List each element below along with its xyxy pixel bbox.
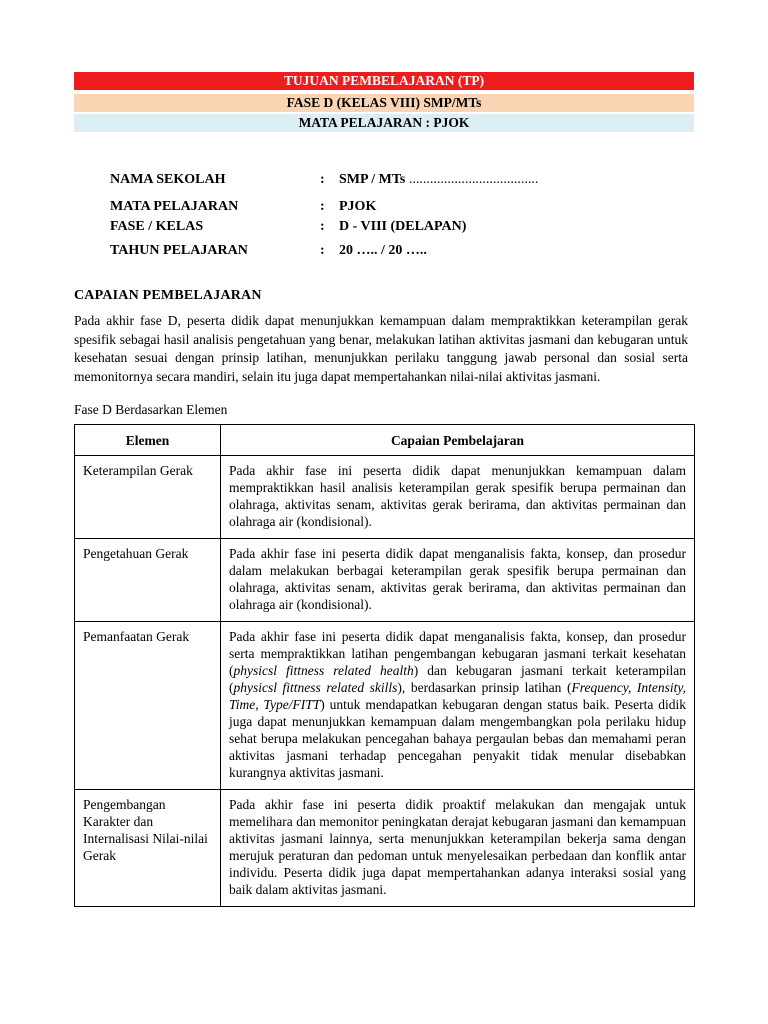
- info-separator: :: [320, 172, 325, 187]
- capaian-text-part: physicsl fittness related health: [233, 663, 414, 678]
- fase-banner: FASE D (KELAS VIII) SMP/MTs: [74, 94, 694, 112]
- elemen-cell: Pemanfaatan Gerak: [75, 622, 221, 790]
- mapel-banner: MATA PELAJARAN : PJOK: [74, 114, 694, 132]
- capaian-cell: Pada akhir fase ini peserta didik proaktif melakukan dan mengajak untuk memelihara dan memonitor peningkatan derajat kebugaran jasmani dan kemampuan aktivitas jasmani lainnya, serta menunjukkan keterampilan bekerja sama dengan merujuk peraturan dan pedoman untuk menyelesaikan perbedaan dan konflik antar individu. Peserta didik juga dapat mempertahankan adanya interaksi sosial yang baik dalam aktivitas jasmani.: [221, 790, 695, 907]
- capaian-text-part: ) untuk mendapatkan kebugaran dengan status baik. Peserta didik juga dapat menunjukkan kemampuan dalam mengembangkan pola perilaku hidup sehat berupa melakukan pencegahan bahaya pergaulan bebas dan memahami peran aktivitas jasmani terhadap pencegahan penyakit tidak menular disebabkan kurangnya aktivitas jasmani.: [229, 697, 686, 780]
- info-separator: :: [320, 219, 325, 234]
- info-value: PJOK: [339, 199, 377, 214]
- info-value: SMP / MTs .....................................: [339, 172, 539, 187]
- header-capaian: Capaian Pembelajaran: [221, 425, 695, 456]
- capaian-heading: CAPAIAN PEMBELAJARAN: [74, 288, 262, 303]
- capaian-text-part: physicsl fittness related skills: [233, 680, 398, 695]
- table-header-row: [75, 425, 695, 456]
- info-label: TAHUN PELAJARAN: [110, 243, 248, 258]
- info-value: 20 ….. / 20 …..: [339, 243, 427, 258]
- table-row: [75, 622, 695, 790]
- capaian-cell: Pada akhir fase ini peserta didik dapat menunjukkan kemampuan dalam mempraktikkan hasil analisis keterampilan gerak spesifik berupa permainan dan olahraga, aktivitas senam, aktivitas gerak berirama, dan aktivitas permainan dan olahraga air (kondisional).: [221, 456, 695, 539]
- capaian-text-part: Pada akhir fase ini peserta didik dapat menganalisis fakta, konsep, dan prosedur serta mempraktikkan latihan pengembangan kebugaran jasmani terkait kesehatan (: [229, 629, 686, 678]
- info-separator: :: [320, 199, 325, 214]
- capaian-text-part: ) dan kebugaran jasmani terkait keterampilan (: [229, 663, 686, 695]
- capaian-paragraph: Pada akhir fase D, peserta didik dapat menunjukkan kemampuan dalam mempraktikkan keterampilan gerak spesifik sebagai hasil analisis pengetahuan yang benar, melakukan latihan aktivitas jasmani dan kebugaran untuk kesehatan sesuai dengan prinsip latihan, menunjukkan perilaku tanggung jawab personal dan sosial serta memonitornya secara mandiri, selain itu juga dapat mempertahankan nilai-nilai aktivitas jasmani.: [74, 313, 688, 384]
- elemen-cell: Pengetahuan Gerak: [75, 539, 221, 622]
- table-row: [75, 539, 695, 622]
- info-separator: :: [320, 243, 325, 258]
- elemen-cell: Keterampilan Gerak: [75, 456, 221, 539]
- elemen-table: [74, 424, 695, 907]
- info-value: D - VIII (DELAPAN): [339, 219, 467, 234]
- header-elemen: Elemen: [75, 425, 221, 456]
- table-row: [75, 790, 695, 907]
- capaian-cell: [221, 622, 695, 790]
- elemen-cell: Pengembangan Karakter dan Internalisasi Nilai-nilai Gerak: [75, 790, 221, 907]
- info-label: FASE / KELAS: [110, 219, 204, 234]
- title-banner: TUJUAN PEMBELAJARAN (TP): [74, 72, 694, 90]
- capaian-text-part: Frequency, Intensity, Time, Type/FITT: [229, 680, 687, 712]
- table-caption: Fase D Berdasarkan Elemen: [74, 402, 228, 417]
- capaian-text-part: ), berdasarkan prinsip latihan (: [397, 680, 572, 695]
- info-label: MATA PELAJARAN: [110, 199, 239, 214]
- capaian-cell: Pada akhir fase ini peserta didik dapat menganalisis fakta, konsep, dan prosedur dalam melakukan berbagai keterampilan gerak spesifik berupa permainan dan olahraga, aktivitas senam, aktivitas gerak berirama, dan aktivitas permainan dan olahraga air (kondisional).: [221, 539, 695, 622]
- table-row: [75, 456, 695, 539]
- info-label: NAMA SEKOLAH: [110, 172, 226, 187]
